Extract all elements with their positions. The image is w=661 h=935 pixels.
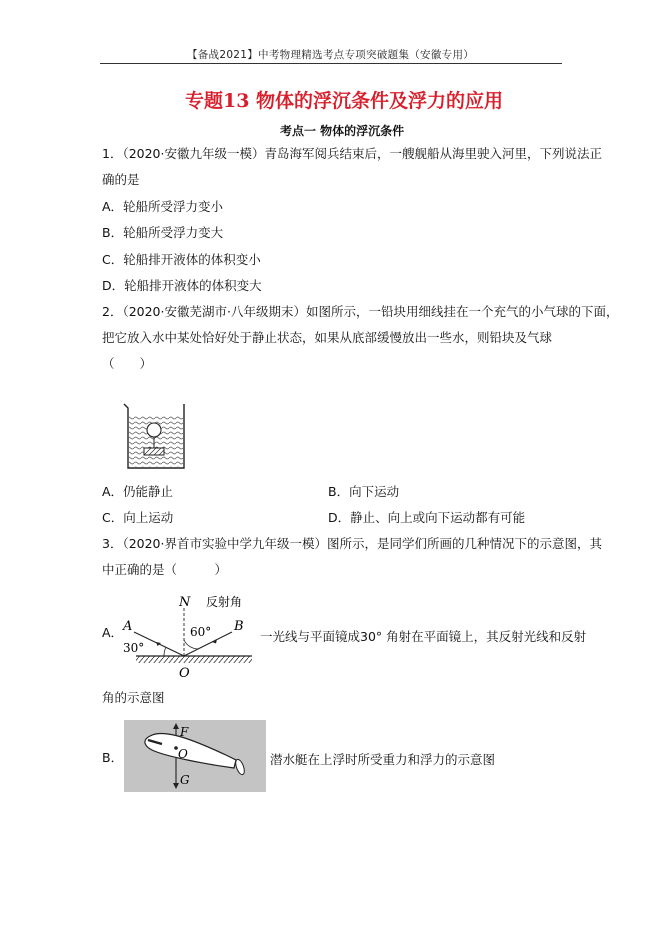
page-header: 【备战2021】中考物理精选考点专项突破题集（安徽专用） — [186, 49, 475, 61]
reflection-figure — [118, 592, 260, 684]
label-n: N — [179, 595, 191, 610]
beaker-figure — [120, 400, 192, 472]
label-incident-angle: 30° — [123, 641, 145, 655]
label-a: A — [123, 619, 133, 634]
page-title: 专题13 物体的浮沉条件及浮力的应用 — [185, 90, 504, 112]
q3-stem-line-1: 3．（2020·界首市实验中学九年级一模）图所示，是同学们所画的几种情况下的示意图，其 — [102, 536, 602, 551]
q2-stem-line-1: 2．（2020·安徽芜湖市·八年级期末）如图所示，一铅块用细线挂在一个充气的小气球的下面， — [102, 304, 619, 319]
label-b: B — [234, 619, 244, 634]
q3-stem-line-2: 中正确的是（ ） — [102, 562, 228, 577]
submarine-figure — [124, 720, 266, 792]
q1-option-c: C．轮船排开液体的体积变小 — [102, 252, 261, 267]
q1-stem-line-2: 确的是 — [102, 172, 140, 187]
angle-arc-reflected — [184, 640, 198, 649]
q2-option-c: C．向上运动 — [102, 510, 174, 525]
q2-stem-line-2: 把它放入水中某处恰好处于静止状态，如果从底部缓慢放出一些水，则铅块及气球 — [102, 330, 553, 345]
q2-option-d: D．静止、向上或向下运动都有可能 — [328, 510, 526, 525]
section-heading: 考点一 物体的浮沉条件 — [280, 124, 405, 138]
q3-option-a-prefix: A． — [102, 625, 124, 640]
q1-stem-line-1: 1．（2020·安徽九年级一模）青岛海军阅兵结束后，一艘舰船从海里驶入河里，下列说法正 — [102, 146, 602, 161]
q2-option-a: A．仍能静止 — [102, 484, 174, 499]
label-o: O — [179, 666, 190, 681]
label-reflection-angle-caption: 反射角 — [206, 595, 243, 609]
q2-stem-line-3: （ ） — [102, 356, 153, 371]
q1-option-d: D．轮船排开液体的体积变大 — [102, 278, 262, 293]
q3-option-a-text-cont: 角的示意图 — [102, 690, 165, 705]
q2-option-b: B．向下运动 — [328, 484, 400, 499]
angle-arc-incident — [164, 647, 166, 656]
lead-block — [144, 448, 164, 455]
q1-option-a: A．轮船所受浮力变小 — [102, 199, 224, 214]
label-f: F — [180, 725, 189, 739]
q3-option-b-text: 潜水艇在上浮时所受重力和浮力的示意图 — [270, 752, 496, 767]
mirror-hatch — [136, 656, 252, 663]
header-rule — [100, 63, 562, 64]
label-o-sub: O — [178, 747, 188, 761]
q3-option-a-text: 一光线与平面镜成30° 角射在平面镜上，其反射光线和反射 — [260, 629, 587, 644]
label-reflection-angle: 60° — [190, 625, 212, 639]
balloon — [147, 423, 161, 437]
q3-option-b-prefix: B． — [102, 750, 124, 765]
q1-option-b: B．轮船所受浮力变大 — [102, 225, 224, 240]
label-g: G — [180, 773, 190, 787]
